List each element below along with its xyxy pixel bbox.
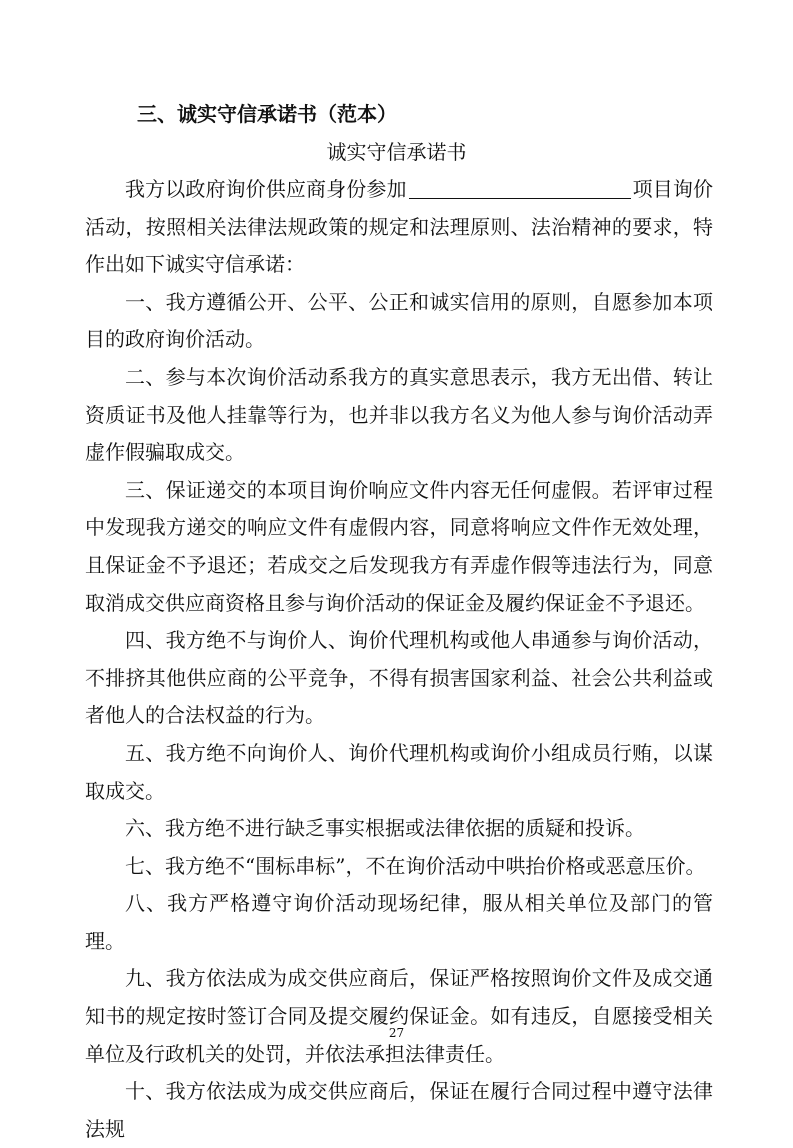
clause-1: 一、我方遵循公开、公平、公正和诚实信用的原则，自愿参加本项目的政府询价活动。 (85, 289, 713, 352)
page-number: 27 (388, 1026, 405, 1040)
clause-9: 九、我方依法成为成交供应商后，保证严格按照询价文件及成交通知书的规定按时签订合同及提交履约保证金。如有违反，自愿接受相关单位及行政机关的处罚，并依法承担法律责任。 (85, 966, 713, 1066)
clause-3: 三、保证递交的本项目询价响应文件内容无任何虚假。若评审过程中发现我方递交的响应文件有虚假内容，同意将响应文件作无效处理，且保证金不予退还；若成交之后发现我方有弄虚作假等违法行为，同意取消成交供应商资格且参与询价活动的保证金及履约保证金不予退还。 (85, 477, 713, 615)
clause-4: 四、我方绝不与询价人、询价代理机构或他人串通参与询价活动，不排挤其他供应商的公平竞争，不得有损害国家利益、社会公共利益或者他人的合法权益的行为。 (85, 628, 713, 728)
intro-paragraph (85, 171, 713, 284)
clause-5: 五、我方绝不向询价人、询价代理机构或询价小组成员行贿，以谋取成交。 (85, 740, 713, 803)
intro-text-after-blank: 项目询价活动，按照相关法律法规政策的规定和法理原则、法治精神的要求，特作出如下诚实守信承诺： (85, 177, 714, 277)
document-title: 诚实守信承诺书 (326, 140, 467, 164)
clause-8: 八、我方严格遵守询价活动现场纪律，服从相关单位及部门的管理。 (85, 891, 713, 953)
section-heading: 三、诚实守信承诺书（范本） (137, 102, 397, 126)
intro-text-before-blank: 我方以政府询价供应商身份参加 (125, 177, 407, 201)
clause-6: 六、我方绝不进行缺乏事实根据或法律依据的质疑和投诉。 (125, 816, 645, 841)
clause-2: 二、参与本次询价活动系我方的真实意思表示，我方无出借、转让资质证书及他人挂靠等行为，也并非以我方名义为他人参与询价活动弄虚作假骗取成交。 (85, 364, 713, 465)
clause-10: 十、我方依法成为成交供应商后，保证在履行合同过程中遵守法律法规 (85, 1079, 713, 1141)
body-text (85, 171, 713, 1148)
clause-7: 七、我方绝不“围标串标”，不在询价活动中哄抬价格或恶意压价。 (125, 853, 706, 878)
project-name-blank (409, 176, 631, 199)
